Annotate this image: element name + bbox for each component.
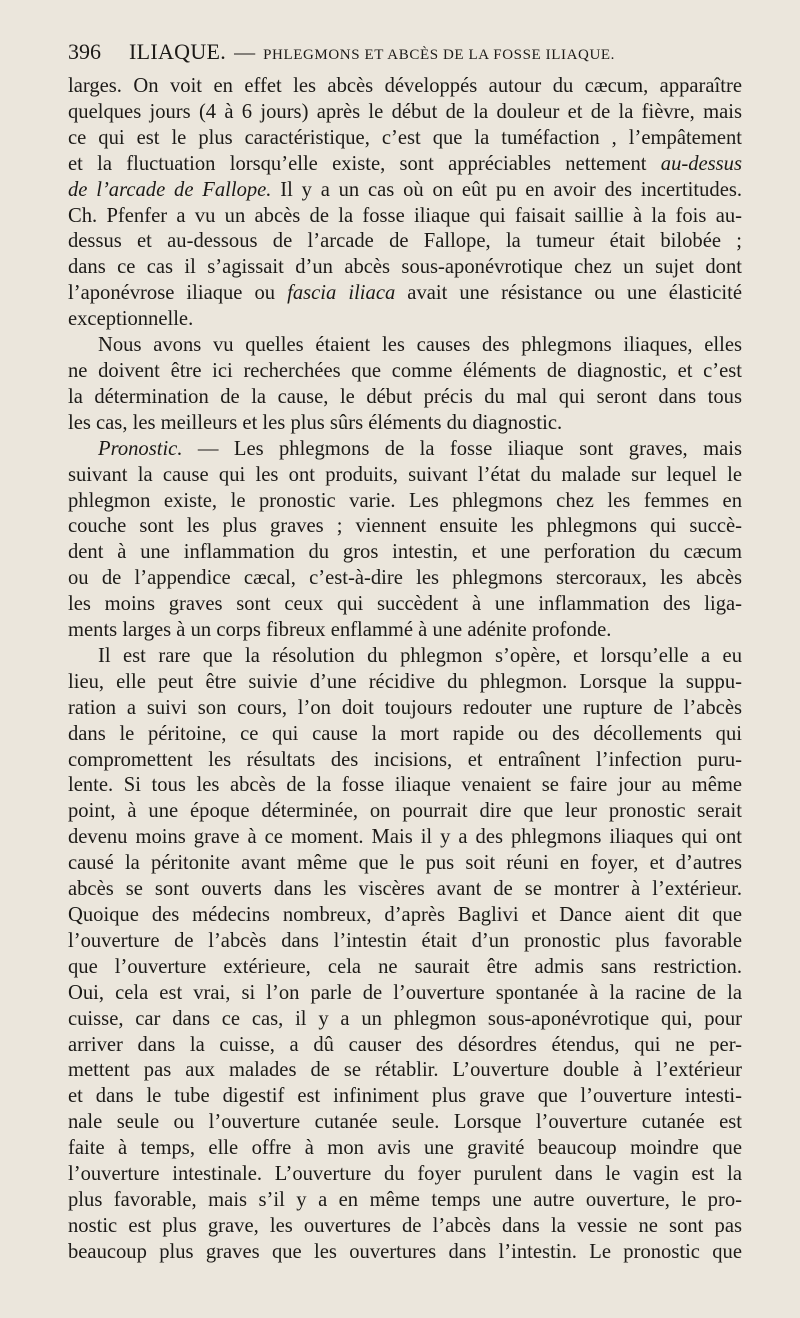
- text-line: l’ouverture de l’abcès dans l’intestin était d’un pronostic plus favorable: [68, 929, 742, 952]
- text-line: l’aponévrose iliaque ou fascia iliaca avait une résistance ou une élasticité: [68, 282, 742, 305]
- text-line: dans ce cas il s’agissait d’un abcès sous-aponévrotique chez un sujet dont: [68, 256, 742, 279]
- running-header: [68, 40, 742, 67]
- text-line: nale seule ou l’ouverture cutanée seule. Lorsque l’ouverture cutanée est: [68, 1111, 742, 1134]
- text-line: ne doivent être ici recherchées que comme éléments de diagnostic, et c’est: [68, 359, 742, 382]
- text-line: et la fluctuation lorsqu’elle existe, sont appréciables nettement au-dessus: [68, 152, 742, 175]
- text-line: mettent pas aux malades de se rétablir. L’ouverture double à l’extérieur: [68, 1059, 742, 1082]
- text-line: Quoique des médecins nombreux, d’après Baglivi et Dance aient dit que: [68, 904, 742, 926]
- italic-term: de l’arcade de Fallope.: [68, 178, 272, 201]
- text-line: ments larges à un corps fibreux enflammé à une adénite profonde.: [68, 619, 612, 642]
- text-line: ou de l’appendice cæcal, c’est-à-dire les phlegmons stercoraux, les abcès: [68, 567, 742, 590]
- text-line: et dans le tube digestif est infiniment plus grave que l’ouverture intesti-: [68, 1085, 742, 1108]
- paragraph-2: [68, 333, 742, 437]
- paragraph-1: [68, 74, 742, 333]
- running-title: ILIAQUE.: [129, 39, 227, 64]
- italic-term: fascia iliaca: [287, 282, 396, 305]
- text-line: abcès se sont ouverts dans les viscères avant de se montrer à l’extérieur.: [68, 878, 742, 901]
- text-line: de l’arcade de Fallope. Il y a un cas où on eût pu en avoir des incertitudes.: [68, 178, 742, 201]
- text-line: que l’ouverture extérieure, cela ne saurait être admis sans restriction.: [68, 955, 742, 978]
- text-line: plus favorable, mais s’il y a en même temps une autre ouverture, le pro-: [68, 1188, 742, 1211]
- text-line: la détermination de la cause, le début précis du mal qui seront dans tous: [68, 385, 742, 408]
- text-line: ration a suivi son cours, l’on doit toujours redouter une rupture de l’abcès: [68, 696, 742, 719]
- text-line: les moins graves sont ceux qui succèdent à une inflammation des liga-: [68, 593, 742, 616]
- text-line: nostic est plus grave, les ouvertures de l’abcès dans la vessie ne sont pas: [68, 1214, 742, 1237]
- text-line: point, à une époque déterminée, on pourrait dire que leur pronostic serait: [68, 800, 742, 823]
- text-line: suivant la cause qui les ont produits, suivant l’état du malade sur lequel le: [68, 463, 742, 486]
- text-line: dessus et au-dessous de l’arcade de Fallope, la tumeur était bilobée ;: [68, 230, 742, 253]
- text-line: compromettent les résultats des incisions, et entraînent l’infection puru-: [68, 748, 742, 771]
- italic-term: au-dessus: [660, 152, 742, 175]
- text-line: causé la péritonite avant même que le pus soit réuni en foyer, et d’autres: [68, 852, 742, 875]
- text-line: couche sont les plus graves ; viennent ensuite les phlegmons qui succè-: [68, 515, 742, 538]
- text-line: Il est rare que la résolution du phlegmon s’opère, et lorsqu’elle a eu: [98, 644, 742, 667]
- text-line: Ch. Pfenfer a vu un abcès de la fosse iliaque qui faisait saillie à la fois au-: [68, 204, 742, 227]
- text-line: beaucoup plus graves que les ouvertures dans l’intestin. Le pronostic que: [68, 1240, 742, 1263]
- text-line: arriver dans la cuisse, a dû causer des désordres étendus, qui ne per-: [68, 1033, 742, 1056]
- section-heading: Pronostic.: [98, 437, 183, 460]
- text-line: phlegmon existe, le pronostic varie. Les phlegmons chez les femmes en: [68, 489, 742, 512]
- text-line: dans le péritoine, ce qui cause la mort rapide ou des décollements qui: [68, 722, 742, 745]
- text-line: ce qui est le plus caractéristique, c’est que la tuméfaction , l’empâtement: [68, 126, 742, 149]
- page-number: 396: [68, 39, 101, 64]
- text-line: cuisse, car dans ce cas, il y a un phlegmon sous-aponévrotique qui, pour: [68, 1007, 742, 1030]
- text-line: quelques jours (4 à 6 jours) après le début de la douleur et de la fièvre, mais: [68, 100, 742, 123]
- text-line: faite à temps, elle offre à mon avis une gravité beaucoup moindre que: [68, 1137, 742, 1160]
- text-line: les cas, les meilleurs et les plus sûrs éléments du diagnostic.: [68, 411, 563, 434]
- text-line: l’ouverture intestinale. L’ouverture du foyer purulent dans le vagin est la: [68, 1163, 742, 1186]
- text-line: Nous avons vu quelles étaient les causes des phlegmons iliaques, elles: [98, 334, 742, 357]
- text-line: Oui, cela est vrai, si l’on parle de l’ouverture spontanée à la racine de la: [68, 981, 742, 1004]
- text-line: lente. Si tous les abcès de la fosse iliaque venaient se faire jour au même: [68, 774, 742, 797]
- paragraph-4: [68, 644, 742, 1266]
- text-line: lieu, elle peut être suivie d’une récidive du phlegmon. Lorsque la suppu-: [68, 670, 742, 693]
- title-separator: —: [234, 40, 256, 64]
- body-text: [68, 74, 742, 1266]
- text-line: exceptionnelle.: [68, 308, 194, 331]
- paragraph-3: [68, 437, 742, 644]
- text-line: devenu moins grave à ce moment. Mais il y a des phlegmons iliaques qui ont: [68, 826, 742, 849]
- running-subtitle: PHLEGMONS ET ABCÈS DE LA FOSSE ILIAQUE.: [263, 47, 615, 63]
- text-line: Pronostic. — Les phlegmons de la fosse iliaque sont graves, mais: [98, 437, 742, 460]
- text-line: dent à une inflammation du gros intestin, et une perforation du cæcum: [68, 541, 742, 564]
- text-line: larges. On voit en effet les abcès développés autour du cæcum, apparaître: [68, 75, 742, 97]
